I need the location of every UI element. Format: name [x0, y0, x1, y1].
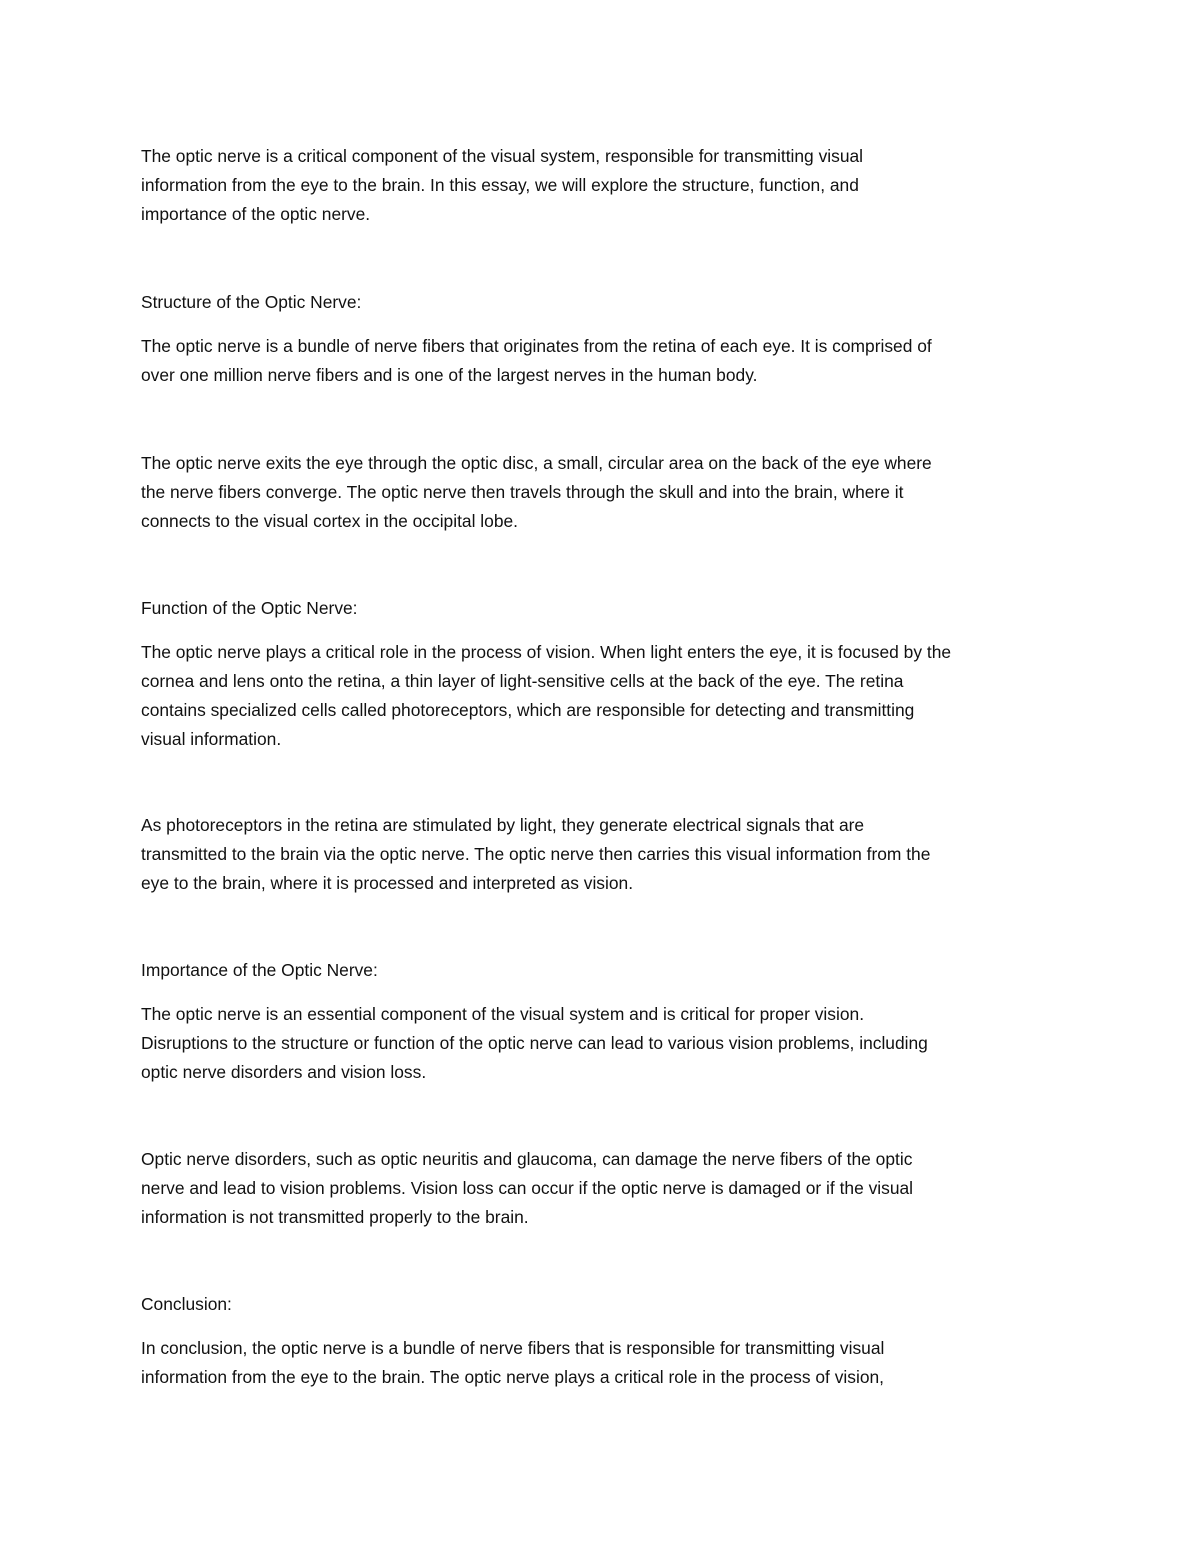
text-line: the nerve fibers converge. The optic nerve then travels through the skull and into the brain, where it: [141, 482, 904, 502]
text-line: The optic nerve is a bundle of nerve fibers that originates from the retina of each eye. It is comprised of: [141, 336, 932, 356]
text-line: Disruptions to the structure or function of the optic nerve can lead to various vision problems, including: [141, 1033, 928, 1053]
text-line: visual information.: [141, 729, 282, 749]
function-paragraph-1: [141, 638, 1081, 754]
importance-heading: [141, 956, 1081, 985]
text-line: cornea and lens onto the retina, a thin layer of light-sensitive cells at the back of the eye. The retina: [141, 671, 904, 691]
text-line: The optic nerve exits the eye through the optic disc, a small, circular area on the back of the eye where: [141, 453, 932, 473]
text-line: information from the eye to the brain. The optic nerve plays a critical role in the process of vision,: [141, 1367, 885, 1387]
text-line: contains specialized cells called photoreceptors, which are responsible for detecting and transmitting: [141, 700, 915, 720]
text-line: As photoreceptors in the retina are stimulated by light, they generate electrical signals that are: [141, 815, 865, 835]
text-line: over one million nerve fibers and is one of the largest nerves in the human body.: [141, 365, 758, 385]
text-line: connects to the visual cortex in the occipital lobe.: [141, 511, 519, 531]
text-line: The optic nerve is a critical component of the visual system, responsible for transmitting visual: [141, 146, 864, 166]
conclusion-heading: [141, 1290, 1081, 1319]
structure-paragraph-1: [141, 332, 1081, 390]
text-line: Optic nerve disorders, such as optic neuritis and glaucoma, can damage the nerve fibers of the optic: [141, 1149, 913, 1169]
text-line: optic nerve disorders and vision loss.: [141, 1062, 427, 1082]
function-heading: [141, 594, 1081, 623]
text-line: nerve and lead to vision problems. Vision loss can occur if the optic nerve is damaged or if the visual: [141, 1178, 914, 1198]
text-line: In conclusion, the optic nerve is a bundle of nerve fibers that is responsible for transmitting visual: [141, 1338, 885, 1358]
conclusion-paragraph: [141, 1334, 1081, 1392]
text-line: importance of the optic nerve.: [141, 204, 371, 224]
heading-text: Importance of the Optic Nerve:: [141, 960, 378, 980]
text-line: information is not transmitted properly to the brain.: [141, 1207, 529, 1227]
text-line: eye to the brain, where it is processed and interpreted as vision.: [141, 873, 634, 893]
importance-paragraph-2: [141, 1145, 1081, 1232]
text-line: The optic nerve plays a critical role in the process of vision. When light enters the eye, it is focused by the: [141, 642, 952, 662]
text-line: information from the eye to the brain. In this essay, we will explore the structure, function, and: [141, 175, 859, 195]
importance-paragraph-1: [141, 1000, 1081, 1087]
function-paragraph-2: [141, 811, 1081, 898]
heading-text: Function of the Optic Nerve:: [141, 598, 358, 618]
text-line: transmitted to the brain via the optic nerve. The optic nerve then carries this visual information from the: [141, 844, 931, 864]
heading-text: Structure of the Optic Nerve:: [141, 292, 362, 312]
structure-paragraph-2: [141, 449, 1081, 536]
structure-heading: [141, 288, 1081, 317]
heading-text: Conclusion:: [141, 1294, 232, 1314]
intro-paragraph: [141, 142, 1081, 229]
text-line: The optic nerve is an essential component of the visual system and is critical for proper vision.: [141, 1004, 865, 1024]
